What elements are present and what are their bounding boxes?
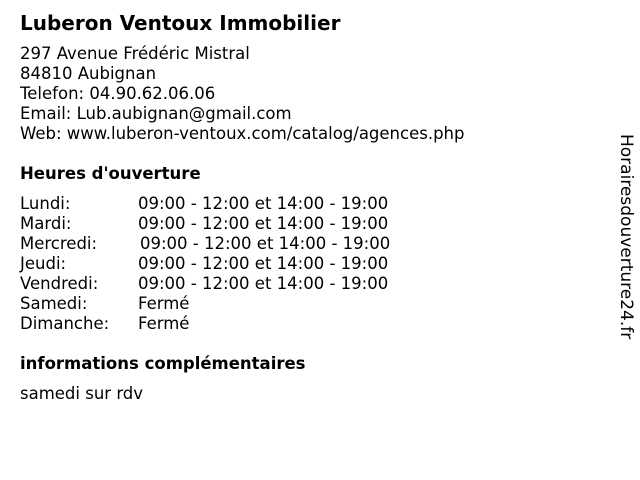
hours-heading: Heures d'ouverture (20, 164, 201, 183)
day-label: Samedi: (20, 294, 88, 313)
watermark-text: Horairesdouverture24.fr (616, 134, 636, 340)
contact-block (20, 44, 465, 144)
time-value: 09:00 - 12:00 et 14:00 - 19:00 (138, 214, 389, 233)
phone-line: Telefon: 04.90.62.06.06 (20, 84, 216, 103)
day-label: Jeudi: (20, 254, 67, 273)
business-name: Luberon Ventoux Immobilier (20, 11, 341, 35)
web-line: Web: www.luberon-ventoux.com/catalog/agences.php (20, 124, 465, 143)
day-label: Lundi: (20, 194, 71, 213)
info-heading: informations complémentaires (20, 354, 306, 373)
day-label: Mercredi: (20, 234, 98, 253)
time-value: 09:00 - 12:00 et 14:00 - 19:00 (140, 234, 391, 253)
day-label: Vendredi: (20, 274, 99, 293)
time-value: 09:00 - 12:00 et 14:00 - 19:00 (138, 254, 389, 273)
site-watermark (614, 134, 638, 374)
time-value: 09:00 - 12:00 et 14:00 - 19:00 (138, 194, 389, 213)
info-text: samedi sur rdv (20, 384, 144, 403)
email-line: Email: Lub.aubignan@gmail.com (20, 104, 292, 123)
day-label: Mardi: (20, 214, 72, 233)
time-value: Fermé (138, 294, 190, 313)
address-street: 297 Avenue Frédéric Mistral (20, 44, 250, 63)
day-label: Dimanche: (20, 314, 110, 333)
time-value: 09:00 - 12:00 et 14:00 - 19:00 (138, 274, 389, 293)
address-city: 84810 Aubignan (20, 64, 157, 83)
time-value: Fermé (138, 314, 190, 333)
